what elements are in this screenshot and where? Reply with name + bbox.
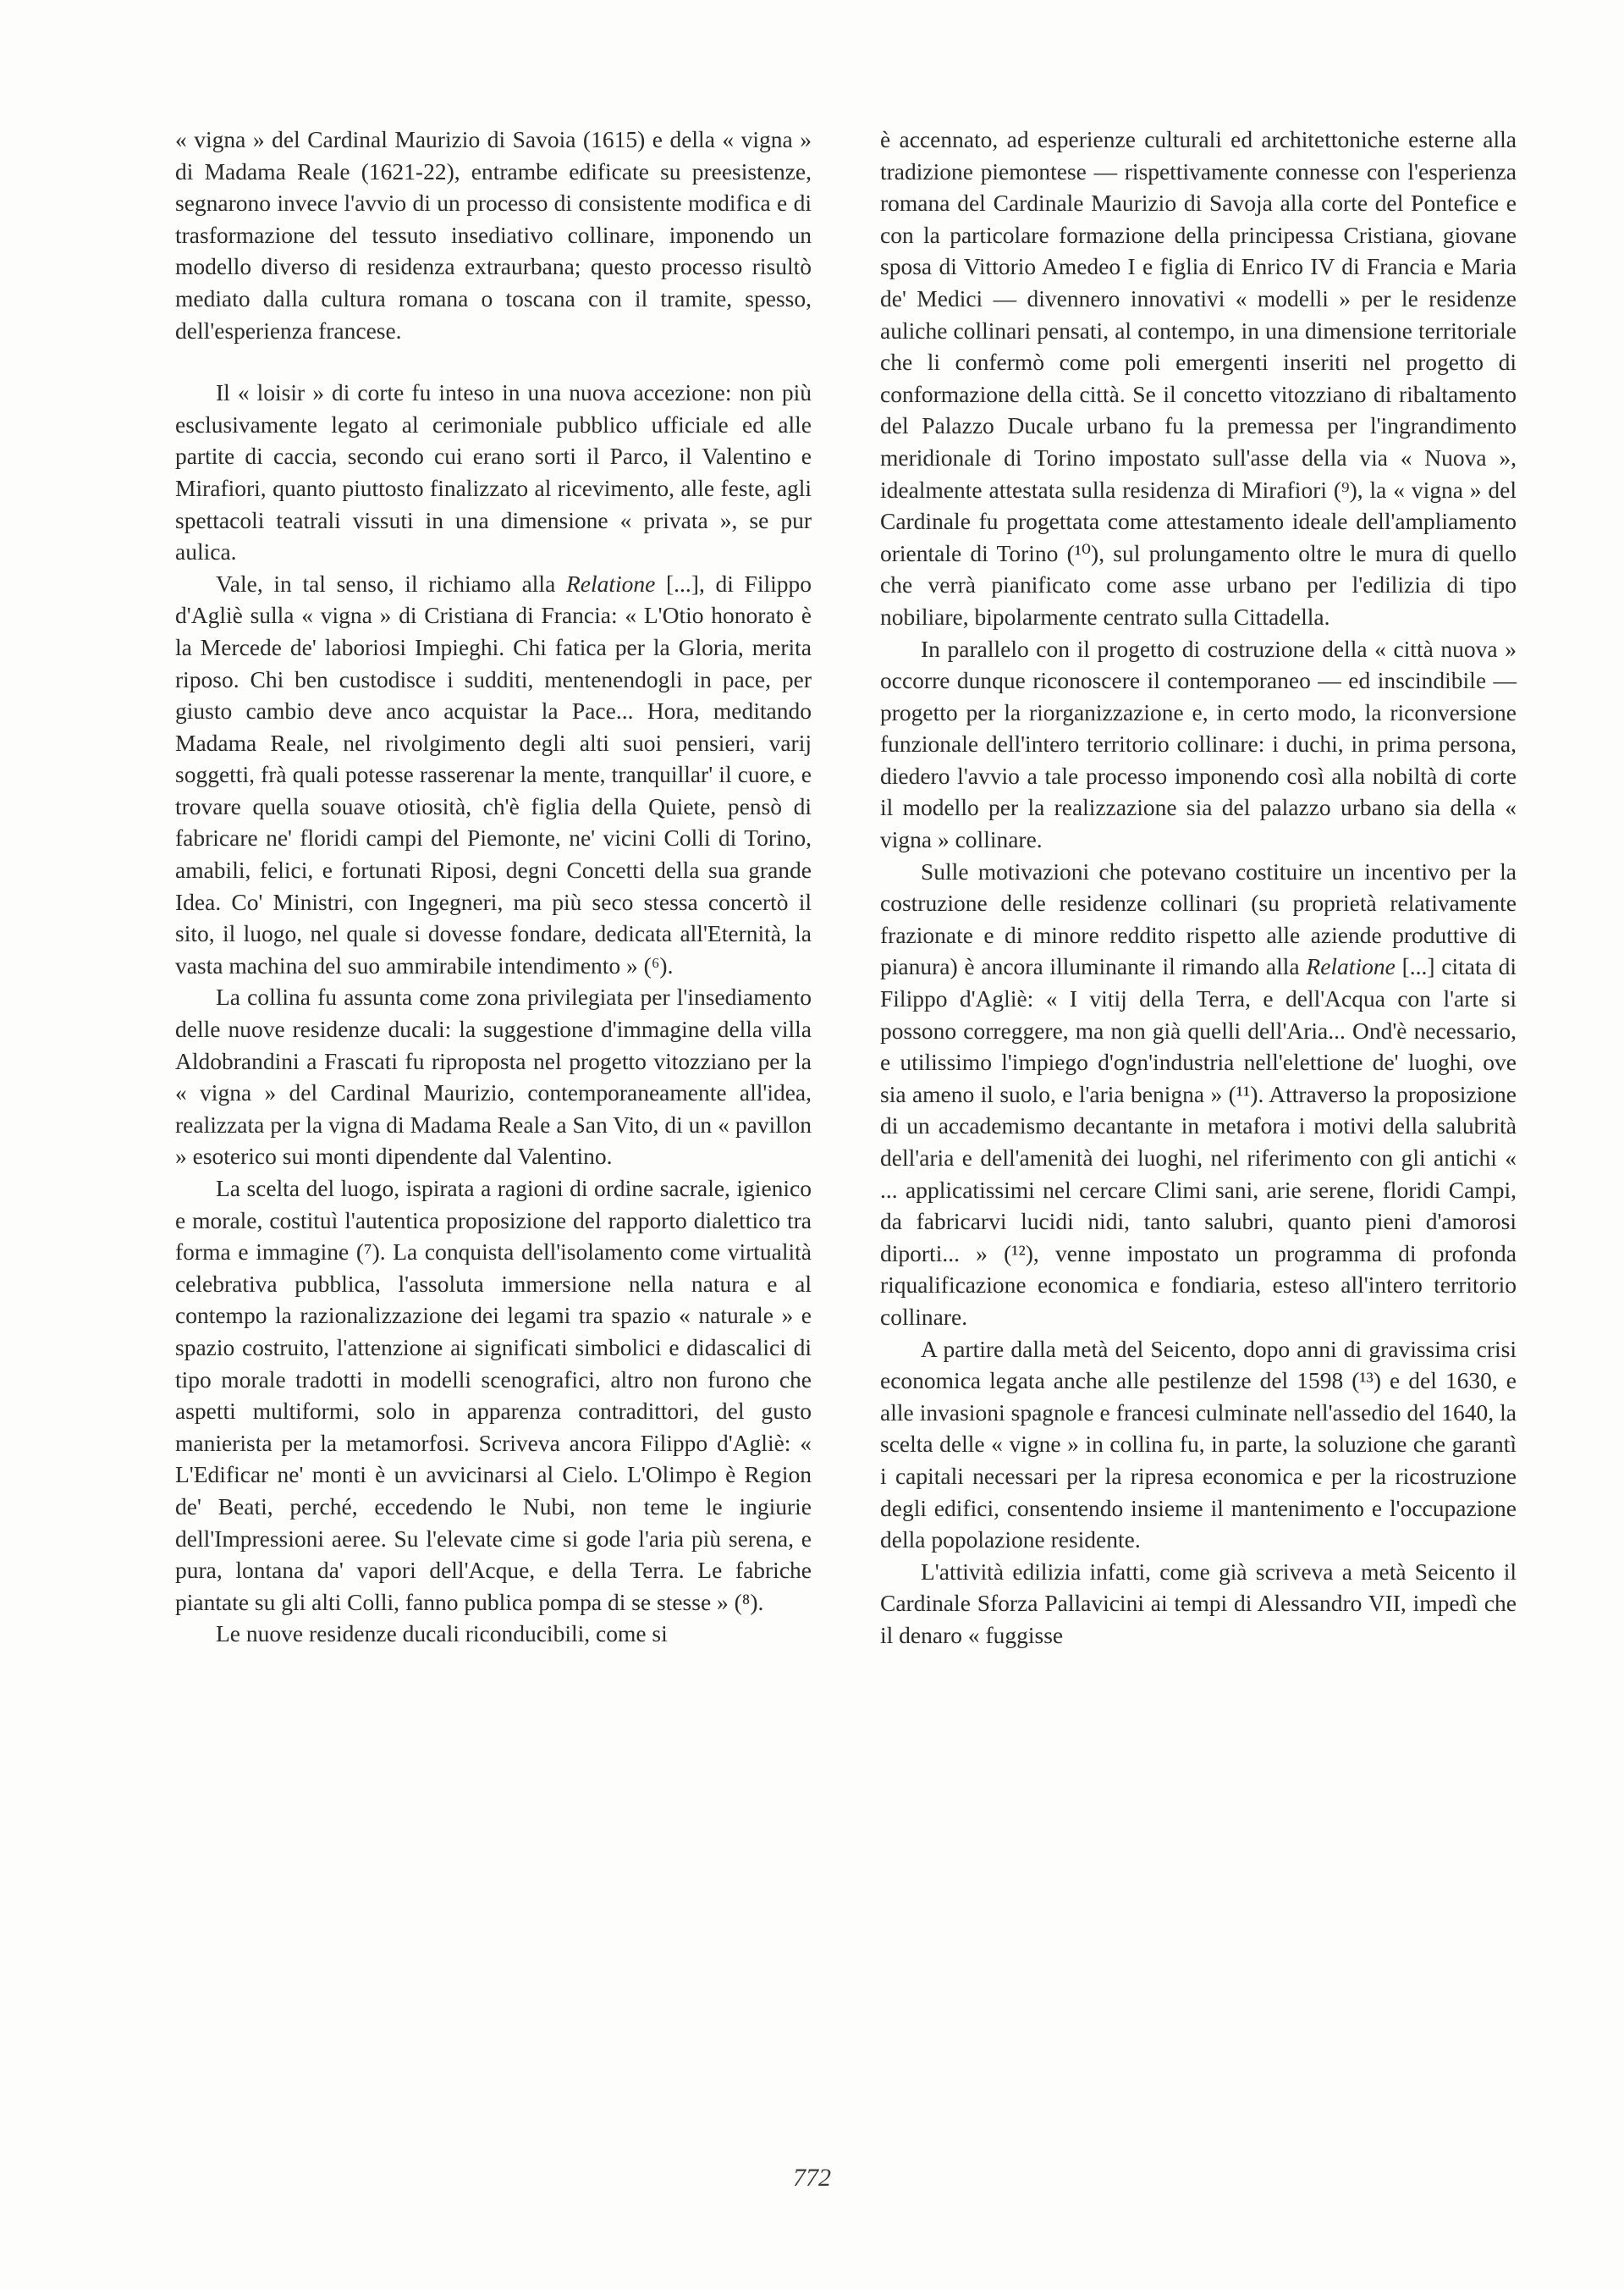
paragraph: Le nuove residenze ducali riconducibili, come si — [216, 1620, 668, 1647]
paragraph: « vigna » del Cardinal Maurizio di Savoia (1615) e della « vigna » di Madama Reale (1621-22), entrambe edificate su preesistenze, segnarono invece l'avvio di un processo di consistente modifica e di trasformazione del tessuto insediativo collinare, imponendo un modello diverso di residenza extraurbana; questo processo risultò mediato dalla cultura romana o toscana con il tramite, spesso, dell'esperienza francese. — [175, 126, 812, 344]
paragraph: La collina fu assunta come zona privilegiata per l'insediamento delle nuove residenze ducali: la suggestione d'immagine della villa Aldobrandini a Frascati fu riproposta nel progetto vitozziano per la « vigna » del Cardinal Maurizio, contemporaneamente all'idea, realizzata per la vigna di Madama Reale a San Vito, di un « pavillon » esoterico sui monti dipendente dal Valentino. — [175, 984, 812, 1170]
italic-title: Relatione — [1306, 953, 1396, 980]
paragraph: In parallelo con il progetto di costruzione della « città nuova » occorre dunque riconoscere il contemporaneo — ed inscindibile — progetto per la riorganizzazione e, in certo modo, la riconversione funzionale dell'intero territorio collinare: i duchi, in prima persona, diedero l'avvio a tale processo imponendo così alla nobiltà di corte il modello per la realizzazione sia del palazzo urbano sia della « vigna » collinare. — [880, 635, 1517, 853]
paragraph: La scelta del luogo, ispirata a ragioni di ordine sacrale, igienico e morale, costituì l'autentica proposizione del rapporto dialettico tra forma e immagine (⁷). La conquista dell'isolamento come virtualità celebrativa pubblica, l'assoluta immersione nella natura e al contempo la razionalizzazione dei legami tra spazio « naturale » e spazio costruito, l'attenzione ai significati simbolici e didascalici di tipo morale tradotti in modelli scenografici, altro non furono che aspetti multiformi, solo in apparenza contradittori, del gusto manierista per la metamorfosi. Scriveva ancora Filippo d'Agliè: « L'Edificar ne' monti è un avvicinarsi al Cielo. L'Olimpo è Region de' Beati, perché, eccedendo le Nubi, non teme le ingiurie dell'Impressioni aeree. Su l'elevate cime si gode l'aria più serena, e pura, lontana da' vapori dell'Acque, e della Terra. Le fabriche piantate su gli alti Colli, fanno publica pompa di se stesse » (⁸). — [175, 1175, 812, 1615]
right-column — [880, 124, 1517, 1652]
italic-title: Relatione — [565, 570, 656, 597]
paragraph: è accennato, ad esperienze culturali ed architettoniche esterne alla tradizione piemontese — rispettivamente connesse con l'esperienza romana del Cardinale Maurizio di Savoja alla corte del Pontefice e con la particolare formazione della principessa Cristiana, giovane sposa di Vittorio Amedeo I e figlia di Enrico IV di Francia e Maria de' Medici — divennero innovativi « modelli » per le residenze auliche collinari pensati, al contempo, in una dimensione territoriale che li confermò come poli emergenti inseriti nel progetto di conformazione della città. Se il concetto vitozziano di ribaltamento del Palazzo Ducale urbano fu la premessa per l'ingrandimento meridionale di Torino impostato sull'asse della via « Nuova », idealmente attestata sulla residenza di Mirafiori (⁹), la « vigna » del Cardinale fu progettata come attestamento ideale dell'ampliamento orientale di Torino (¹⁰), sul prolungamento oltre le mura di quello che verrà pianificato come asse urbano per l'edilizia di tipo nobiliare, bipolarmente centrato sulla Cittadella. — [880, 126, 1517, 630]
paragraph: Sulle motivazioni che potevano costituire un incentivo per la costruzione delle residenze collinari (su proprietà relativamente frazionate e di minore reddito rispetto alle aziende produttive di pianura) è ancora illuminante il rimando alla Relatione [...] citata di Filippo d'Agliè: « I vitij della Terra, e dell'Acqua con l'arte si possono correggere, ma non già quelli dell'Aria... Ond'è necessario, e utilissimo l'impiego d'ogn'industria nell'elettione de' luoghi, ove sia ameno il suolo, e l'aria benigna » (¹¹). Attraverso la proposizione di un accademismo decantante in metafora i motivi della salubrità dell'aria e dell'amenità dei luoghi, nel riferimento con gli antichi « ... applicatissimi nel cercare Climi sani, arie serene, floridi Campi, da fabricarvi lucidi nidi, tanto salubri, quanto pieni d'amorosi diporti... » (¹²), venne impostato un programma di profonda riqualificazione economica e fondiaria, esteso all'intero territorio collinare. — [880, 858, 1517, 1330]
paragraph: Vale, in tal senso, il richiamo alla Relatione [...], di Filippo d'Agliè sulla « vigna » di Cristiana di Francia: « L'Otio honorato è la Mercede de' laboriosi Impieghi. Chi fatica per la Gloria, merita riposo. Chi ben custodisce i sudditi, mentenendogli in pace, per giusto cambio deve anco acquistar la Pace... Hora, meditando Madama Reale, nel rivolgimento degli alti suoi pensieri, varij soggetti, frà quali potesse rasserenar la mente, tranquillar' il cuore, e trovare quella souave otiosità, ch'è figlia della Quiete, pensò di fabricare ne' floridi campi del Piemonte, ne' vicini Colli di Torino, amabili, felici, e fortunati Riposi, degni Concetti della sua grande Idea. Co' Ministri, con Ingegneri, ma più seco stessa concertò il sito, il luogo, nel quale si dovesse fondare, dedicata all'Eternità, la vasta machina del suo ammirabile intendimento » (⁶). — [175, 570, 812, 979]
paragraph: Il « loisir » di corte fu inteso in una nuova accezione: non più esclusivamente legato al cerimoniale pubblico ufficiale ed alle partite di caccia, secondo cui erano sorti il Parco, il Valentino e Mirafiori, quanto piuttosto finalizzato al ricevimento, alle feste, agli spettacoli teatrali vissuti in una dimensione « privata », se pur aulica. — [175, 379, 812, 565]
page-number: 772 — [793, 2164, 831, 2192]
paragraph: L'attività edilizia infatti, come già scriveva a metà Seicento il Cardinale Sforza Pallavicini ai tempi di Alessandro VII, impedì che il denaro « fuggisse — [880, 1558, 1517, 1648]
left-column — [175, 124, 812, 1650]
paragraph: A partire dalla metà del Seicento, dopo anni di gravissima crisi economica legata anche alle pestilenze del 1598 (¹³) e del 1630, e alle invasioni spagnole e francesi culminate nell'assedio del 1640, la scelta delle « vigne » in collina fu, in parte, la soluzione che garantì i capitali necessari per la ripresa economica e per la ricostruzione degli edifici, consentendo insieme il mantenimento e l'occupazione della popolazione residente. — [880, 1335, 1517, 1553]
